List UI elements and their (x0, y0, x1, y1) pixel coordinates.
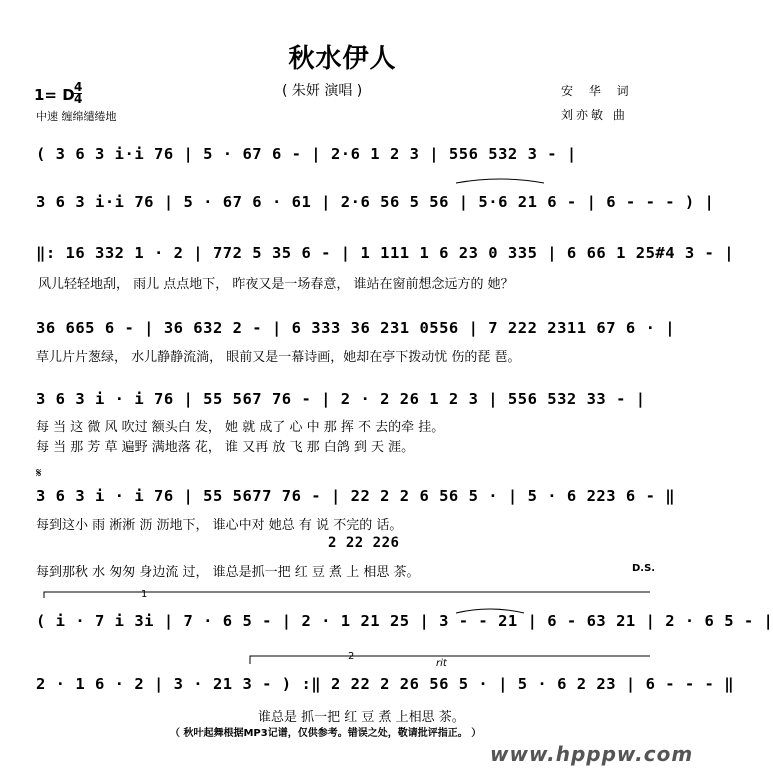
score-line-3: ‖: 16 332 1 · 2 | 772 5 35 6 - | 1 111 1 6 23 0 335 | 6 66 1 25#4 3 - | (36, 244, 735, 262)
footer-note: （ 秋叶起舞根据MP3记谱，仅供参考。错误之处，敬请批评指正。 ） (170, 728, 482, 739)
lyrics-line-4: 草儿片片葱绿， 水儿静静流淌， 眼前又是一幕诗画，她却在亭下拨动忧 伤的琵 琶。 (36, 350, 521, 365)
volta-1-bracket (44, 592, 650, 598)
tie-arc-2 (456, 609, 524, 613)
ds-mark: D.S. (632, 563, 656, 574)
score-line-5: 3 6 3 i · i 76 | 55 567 76 - | 2 · 2 26 1 2 3 | 556 532 33 - | (36, 390, 646, 408)
segno-mark: 𝄋 (36, 466, 42, 481)
composer-credit: 刘亦敏 曲 (561, 108, 628, 122)
rit-mark: rit (436, 658, 447, 669)
volta-1-label: 1 (141, 589, 148, 600)
lyrics-line-8: 谁总是 抓一把 红 豆 煮 上相思 茶。 (258, 710, 465, 725)
singer-credit: ( 朱妍 演唱 ) (282, 83, 363, 99)
score-line-8: 2 · 1 6 · 2 | 3 · 21 3 - ) :‖ 2 22 2 26 56 5 · | 5 · 6 2 23 | 6 - - - ‖ (36, 675, 735, 693)
tie-arc-1 (456, 179, 544, 183)
key-signature: 1= D (34, 86, 75, 104)
tempo-marking: 中速 缠绵缱绻地 (36, 110, 117, 123)
lyrics-line-6b: 每到那秋 水 匆匆 身边流 过， 谁总是抓一把 红 豆 煮 上 相思 茶。 (36, 565, 420, 580)
time-bottom: 4 (74, 92, 83, 106)
score-line-1: ( 3 6 3 i·i 76 | 5 · 67 6 - | 2·6 1 2 3 | 556 532 3 - | (36, 145, 577, 163)
time-top: 4 (74, 80, 83, 94)
score-line-2: 3 6 3 i·i 76 | 5 · 67 6 · 61 | 2·6 56 5 56 | 5·6 21 6 - | 6 - - - ) | (36, 193, 715, 211)
score-line-4: 36 665 6 - | 36 632 2 - | 6 333 36 231 0556 | 7 222 2311 67 6 · | (36, 319, 676, 337)
volta-2-bracket (250, 656, 650, 664)
lyrics-line-3: 风儿轻轻地刮， 雨儿 点点地下， 昨夜又是一场春意， 谁站在窗前想念远方的 她？ (38, 277, 514, 292)
score-line-6: 3 6 3 i · i 76 | 55 5677 76 - | 22 2 2 6 56 5 · | 5 · 6 223 6 - ‖ (36, 487, 676, 505)
lyrics-line-6a: 每到这小 雨 淅淅 沥 沥地下， 谁心中对 她总 有 说 不完的 话。 (36, 518, 403, 533)
lyrics-line-5b: 每 当 那 芳 草 遍野 满地落 花， 谁 又再 放 飞 那 白鸽 到 天 涯。 (36, 440, 415, 455)
score-line-7: ( i · 7 i 3i | 7 · 6 5 - | 2 · 1 21 25 | 3 - - 21 | 6 - 63 21 | 2 · 6 5 - | (36, 612, 773, 630)
watermark: www.hpppw.com (490, 742, 694, 766)
volta-2-label: 2 (348, 651, 355, 662)
lyrics-line-5a: 每 当 这 微 风 吹过 额头白 发， 她 就 成了 心 中 那 挥 不 去的牵 挂。 (36, 420, 445, 435)
song-title: 秋水伊人 (288, 44, 397, 74)
lyricist-credit: 安 华 词 (561, 84, 635, 98)
score-line-6b: 2 22 226 (328, 535, 400, 551)
